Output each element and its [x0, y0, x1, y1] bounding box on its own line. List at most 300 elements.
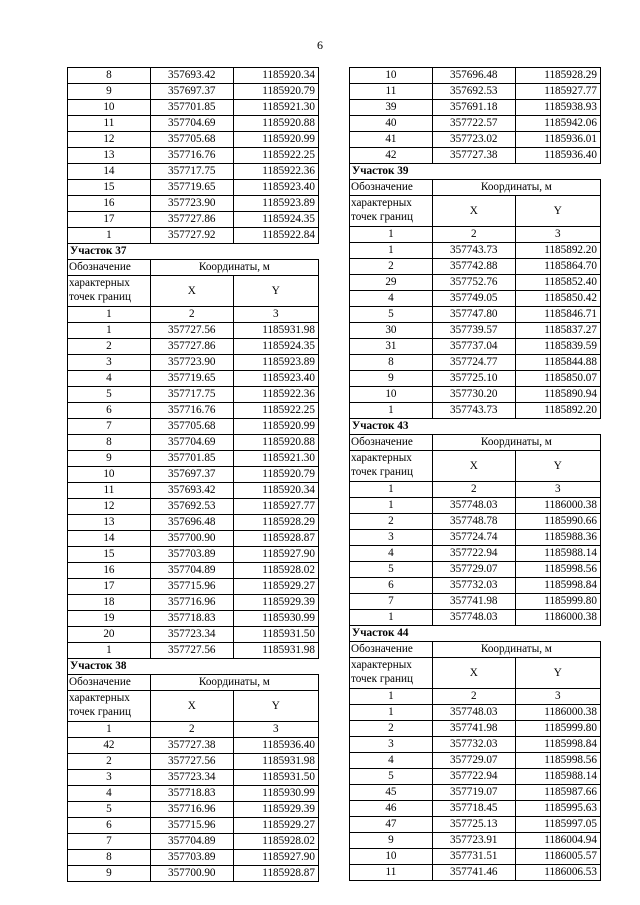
point-number: 9: [68, 866, 151, 882]
point-number: 10: [350, 68, 433, 84]
x-coordinate: 357737.04: [432, 339, 515, 355]
y-coordinate: 1185928.29: [515, 68, 600, 84]
x-coordinate: 357716.76: [150, 403, 233, 419]
x-coordinate: 357717.75: [150, 164, 233, 180]
point-number: 5: [350, 307, 433, 323]
table-row: [68, 499, 319, 515]
x-coordinate: 357725.13: [432, 817, 515, 833]
designation-header: Обозначение: [350, 642, 433, 658]
y-coordinate: 1185920.99: [233, 419, 318, 435]
table-row: [68, 68, 319, 84]
y-coordinate: 1185929.27: [233, 579, 318, 595]
y-coordinate: 1185923.89: [233, 355, 318, 371]
x-coordinate: 357692.53: [432, 84, 515, 100]
table-row: [350, 148, 601, 164]
x-coordinate: 357718.45: [432, 801, 515, 817]
y-coordinate: 1185924.35: [233, 212, 318, 228]
y-coordinate: 1185923.89: [233, 196, 318, 212]
y-coordinate: 1185931.50: [233, 770, 318, 786]
x-coordinate: 357741.46: [432, 865, 515, 881]
x-coordinate: 357731.51: [432, 849, 515, 865]
x-coordinate: 357717.75: [150, 387, 233, 403]
table-row: [68, 467, 319, 483]
x-coordinate: 357705.68: [150, 132, 233, 148]
column-number: 1: [350, 482, 433, 498]
table-row: [68, 579, 319, 595]
table-row: [350, 833, 601, 849]
table-row: [350, 514, 601, 530]
x-coordinate: 357716.96: [150, 595, 233, 611]
y-coordinate: 1186000.38: [515, 498, 600, 514]
table-row: [350, 68, 601, 84]
point-number: 1: [350, 498, 433, 514]
x-coordinate: 357742.88: [432, 259, 515, 275]
x-header: X: [150, 691, 233, 722]
point-number: 3: [350, 530, 433, 546]
table-row: [350, 132, 601, 148]
y-coordinate: 1185927.90: [233, 547, 318, 563]
point-number: 6: [68, 818, 151, 834]
y-coordinate: 1185999.80: [515, 721, 600, 737]
coordinates-header: Координаты, м: [432, 435, 600, 451]
table-row: [68, 770, 319, 786]
y-coordinate: 1185929.39: [233, 595, 318, 611]
designation-header-cont: [68, 691, 151, 722]
x-coordinate: 357724.74: [432, 530, 515, 546]
header-row: [68, 691, 319, 722]
x-coordinate: 357723.90: [150, 355, 233, 371]
table-row: [68, 547, 319, 563]
y-coordinate: 1185988.14: [515, 546, 600, 562]
y-header: Y: [515, 658, 600, 689]
y-coordinate: 1185924.35: [233, 339, 318, 355]
column-number-row: [350, 689, 601, 705]
table-row: [68, 786, 319, 802]
y-header: Y: [233, 691, 318, 722]
y-coordinate: 1186000.38: [515, 705, 600, 721]
column-number: 2: [150, 307, 233, 323]
table-row: [68, 371, 319, 387]
column-number: 2: [432, 227, 515, 243]
point-number: 2: [68, 754, 151, 770]
x-coordinate: 357700.90: [150, 531, 233, 547]
point-number: 1: [68, 643, 151, 659]
x-coordinate: 357729.07: [432, 562, 515, 578]
table-row: [68, 611, 319, 627]
x-coordinate: 357741.98: [432, 721, 515, 737]
section-title-row: [68, 659, 319, 675]
x-coordinate: 357732.03: [432, 737, 515, 753]
y-coordinate: 1185892.20: [515, 243, 600, 259]
point-number: 1: [68, 323, 151, 339]
point-number: 11: [350, 865, 433, 881]
column-number: 1: [68, 722, 151, 738]
point-number: 3: [68, 355, 151, 371]
table-row: [68, 754, 319, 770]
boundary-points-label: точек границ: [69, 706, 131, 718]
y-coordinate: 1185923.40: [233, 180, 318, 196]
table-row: [350, 116, 601, 132]
x-coordinate: 357722.94: [432, 769, 515, 785]
y-coordinate: 1185864.70: [515, 259, 600, 275]
table-row: [68, 531, 319, 547]
y-coordinate: 1185930.99: [233, 786, 318, 802]
table-row: [68, 738, 319, 754]
table-row: [68, 339, 319, 355]
y-coordinate: 1185922.36: [233, 164, 318, 180]
point-number: 46: [350, 801, 433, 817]
y-coordinate: 1185922.25: [233, 403, 318, 419]
y-coordinate: 1185929.39: [233, 802, 318, 818]
point-number: 41: [350, 132, 433, 148]
table-row: [68, 483, 319, 499]
table-row: [68, 387, 319, 403]
x-coordinate: 357704.69: [150, 116, 233, 132]
table-row: [68, 435, 319, 451]
x-coordinate: 357727.56: [150, 643, 233, 659]
point-number: 12: [68, 499, 151, 515]
x-coordinate: 357729.07: [432, 753, 515, 769]
y-coordinate: 1185998.56: [515, 753, 600, 769]
x-coordinate: 357703.89: [150, 547, 233, 563]
boundary-points-label: точек границ: [351, 211, 413, 223]
table-row: [68, 212, 319, 228]
section-title-row: [68, 244, 319, 260]
y-coordinate: 1185850.42: [515, 291, 600, 307]
table-row: [350, 355, 601, 371]
column-number: 3: [515, 689, 600, 705]
table-row: [68, 563, 319, 579]
y-coordinate: 1185928.87: [233, 531, 318, 547]
point-number: 42: [350, 148, 433, 164]
y-header: Y: [515, 451, 600, 482]
table-row: [350, 100, 601, 116]
x-coordinate: 357697.37: [150, 467, 233, 483]
point-number: 11: [350, 84, 433, 100]
table-row: [350, 275, 601, 291]
y-coordinate: 1185930.99: [233, 611, 318, 627]
point-number: 1: [350, 610, 433, 626]
table-row: [350, 817, 601, 833]
point-number: 15: [68, 547, 151, 563]
table-row: [68, 116, 319, 132]
header-row: [350, 196, 601, 227]
point-number: 1: [350, 403, 433, 419]
x-coordinate: 357715.96: [150, 579, 233, 595]
x-coordinate: 357691.18: [432, 100, 515, 116]
coordinates-table: [67, 67, 319, 882]
table-row: [350, 769, 601, 785]
point-number: 16: [68, 563, 151, 579]
column-number-row: [68, 722, 319, 738]
x-coordinate: 357727.38: [150, 738, 233, 754]
point-number: 2: [350, 721, 433, 737]
y-header: Y: [515, 196, 600, 227]
y-coordinate: 1185938.93: [515, 100, 600, 116]
x-coordinate: 357692.53: [150, 499, 233, 515]
table-row: [68, 643, 319, 659]
point-number: 13: [68, 515, 151, 531]
table-row: [350, 562, 601, 578]
table-row: [68, 818, 319, 834]
y-coordinate: 1185892.20: [515, 403, 600, 419]
point-number: 4: [350, 291, 433, 307]
y-coordinate: 1185929.27: [233, 818, 318, 834]
point-number: 4: [350, 546, 433, 562]
y-coordinate: 1185927.90: [233, 850, 318, 866]
header-row: [350, 451, 601, 482]
table-row: [350, 323, 601, 339]
column-number: 1: [68, 307, 151, 323]
x-coordinate: 357718.83: [150, 786, 233, 802]
table-row: [350, 753, 601, 769]
point-number: 4: [350, 753, 433, 769]
x-coordinate: 357697.37: [150, 84, 233, 100]
x-coordinate: 357748.78: [432, 514, 515, 530]
header-row: [68, 276, 319, 307]
y-coordinate: 1185846.71: [515, 307, 600, 323]
left-coordinates-column: [67, 67, 319, 882]
characteristic-label: характерных: [351, 197, 412, 209]
x-coordinate: 357725.10: [432, 371, 515, 387]
table-row: [68, 132, 319, 148]
y-coordinate: 1185927.77: [233, 499, 318, 515]
point-number: 39: [350, 100, 433, 116]
x-coordinate: 357727.86: [150, 339, 233, 355]
table-row: [350, 530, 601, 546]
y-coordinate: 1185920.99: [233, 132, 318, 148]
y-coordinate: 1186000.38: [515, 610, 600, 626]
x-coordinate: 357719.65: [150, 371, 233, 387]
section-title: Участок 38: [68, 659, 319, 675]
y-coordinate: 1185928.02: [233, 563, 318, 579]
x-coordinate: 357743.73: [432, 243, 515, 259]
point-number: 18: [68, 595, 151, 611]
y-coordinate: 1185890.94: [515, 387, 600, 403]
designation-header: Обозначение: [350, 435, 433, 451]
table-row: [68, 180, 319, 196]
point-number: 30: [350, 323, 433, 339]
point-number: 8: [350, 355, 433, 371]
table-row: [350, 610, 601, 626]
point-number: 1: [68, 228, 151, 244]
x-coordinate: 357752.76: [432, 275, 515, 291]
y-coordinate: 1185920.88: [233, 435, 318, 451]
y-coordinate: 1185920.34: [233, 68, 318, 84]
y-coordinate: 1185997.05: [515, 817, 600, 833]
x-coordinate: 357696.48: [432, 68, 515, 84]
x-coordinate: 357722.57: [432, 116, 515, 132]
x-coordinate: 357723.90: [150, 196, 233, 212]
characteristic-label: характерных: [69, 692, 130, 704]
point-number: 8: [68, 850, 151, 866]
point-number: 42: [68, 738, 151, 754]
point-number: 16: [68, 196, 151, 212]
column-number: 3: [515, 482, 600, 498]
y-coordinate: 1185928.02: [233, 834, 318, 850]
column-number: 2: [150, 722, 233, 738]
x-coordinate: 357703.89: [150, 850, 233, 866]
y-coordinate: 1185990.66: [515, 514, 600, 530]
x-coordinate: 357730.20: [432, 387, 515, 403]
x-coordinate: 357732.03: [432, 578, 515, 594]
y-coordinate: 1185920.34: [233, 483, 318, 499]
point-number: 8: [68, 435, 151, 451]
point-number: 5: [68, 387, 151, 403]
point-number: 15: [68, 180, 151, 196]
column-number-row: [350, 227, 601, 243]
x-coordinate: 357693.42: [150, 483, 233, 499]
point-number: 4: [68, 786, 151, 802]
column-number: 2: [432, 482, 515, 498]
x-coordinate: 357701.85: [150, 451, 233, 467]
y-coordinate: 1185844.88: [515, 355, 600, 371]
x-coordinate: 357700.90: [150, 866, 233, 882]
table-row: [68, 802, 319, 818]
table-row: [68, 627, 319, 643]
y-coordinate: 1186006.53: [515, 865, 600, 881]
table-row: [68, 100, 319, 116]
x-coordinate: 357727.38: [432, 148, 515, 164]
point-number: 14: [68, 531, 151, 547]
header-row: [350, 180, 601, 196]
column-number: 3: [233, 722, 318, 738]
x-coordinate: 357747.80: [432, 307, 515, 323]
x-coordinate: 357743.73: [432, 403, 515, 419]
y-coordinate: 1185928.87: [233, 866, 318, 882]
table-row: [350, 721, 601, 737]
y-coordinate: 1185837.27: [515, 323, 600, 339]
table-row: [350, 84, 601, 100]
table-row: [68, 595, 319, 611]
table-row: [68, 164, 319, 180]
point-number: 11: [68, 483, 151, 499]
point-number: 7: [68, 834, 151, 850]
right-coordinates-column: [349, 67, 601, 881]
y-coordinate: 1186004.94: [515, 833, 600, 849]
boundary-points-label: точек границ: [351, 466, 413, 478]
table-row: [350, 371, 601, 387]
designation-header-cont: [350, 451, 433, 482]
designation-header-cont: [68, 276, 151, 307]
characteristic-label: характерных: [69, 277, 130, 289]
x-coordinate: 357739.57: [432, 323, 515, 339]
table-row: [350, 403, 601, 419]
y-coordinate: 1185931.98: [233, 643, 318, 659]
table-row: [350, 339, 601, 355]
designation-header: Обозначение: [350, 180, 433, 196]
x-coordinate: 357696.48: [150, 515, 233, 531]
y-coordinate: 1185988.36: [515, 530, 600, 546]
point-number: 19: [68, 611, 151, 627]
y-coordinate: 1185936.40: [233, 738, 318, 754]
y-coordinate: 1185936.40: [515, 148, 600, 164]
table-row: [350, 578, 601, 594]
section-title-row: [350, 626, 601, 642]
point-number: 1: [350, 705, 433, 721]
y-header: Y: [233, 276, 318, 307]
table-row: [68, 84, 319, 100]
x-coordinate: 357705.68: [150, 419, 233, 435]
y-coordinate: 1185931.98: [233, 754, 318, 770]
y-coordinate: 1185998.84: [515, 578, 600, 594]
column-number: 2: [432, 689, 515, 705]
y-coordinate: 1185922.84: [233, 228, 318, 244]
section-title: Участок 37: [68, 244, 319, 260]
x-coordinate: 357727.92: [150, 228, 233, 244]
point-number: 13: [68, 148, 151, 164]
designation-header: Обозначение: [68, 675, 151, 691]
coordinates-header: Координаты, м: [150, 260, 318, 276]
column-number-row: [68, 307, 319, 323]
coordinates-header: Координаты, м: [150, 675, 318, 691]
y-coordinate: 1185936.01: [515, 132, 600, 148]
y-coordinate: 1185988.14: [515, 769, 600, 785]
point-number: 10: [68, 100, 151, 116]
x-coordinate: 357718.83: [150, 611, 233, 627]
table-row: [68, 866, 319, 882]
section-title: Участок 39: [350, 164, 601, 180]
designation-header: Обозначение: [68, 260, 151, 276]
y-coordinate: 1185920.79: [233, 84, 318, 100]
point-number: 10: [350, 849, 433, 865]
y-coordinate: 1185922.36: [233, 387, 318, 403]
x-coordinate: 357741.98: [432, 594, 515, 610]
point-number: 6: [68, 403, 151, 419]
y-coordinate: 1185920.79: [233, 467, 318, 483]
y-coordinate: 1185927.77: [515, 84, 600, 100]
point-number: 29: [350, 275, 433, 291]
table-row: [68, 355, 319, 371]
column-number: 1: [350, 227, 433, 243]
point-number: 5: [68, 802, 151, 818]
y-coordinate: 1185923.40: [233, 371, 318, 387]
section-title-row: [350, 164, 601, 180]
y-coordinate: 1185995.63: [515, 801, 600, 817]
point-number: 10: [350, 387, 433, 403]
point-number: 47: [350, 817, 433, 833]
x-coordinate: 357724.77: [432, 355, 515, 371]
page-number: 6: [317, 38, 323, 52]
table-row: [350, 387, 601, 403]
table-row: [68, 419, 319, 435]
table-row: [350, 498, 601, 514]
x-coordinate: 357723.34: [150, 770, 233, 786]
x-coordinate: 357723.91: [432, 833, 515, 849]
designation-header-cont: [350, 658, 433, 689]
x-coordinate: 357719.65: [150, 180, 233, 196]
x-coordinate: 357748.03: [432, 610, 515, 626]
header-row: [350, 642, 601, 658]
table-row: [350, 705, 601, 721]
table-row: [350, 865, 601, 881]
x-coordinate: 357715.96: [150, 818, 233, 834]
x-coordinate: 357704.89: [150, 563, 233, 579]
point-number: 9: [350, 371, 433, 387]
designation-header-cont: [350, 196, 433, 227]
point-number: 2: [350, 259, 433, 275]
table-row: [350, 785, 601, 801]
table-row: [350, 849, 601, 865]
coordinates-header: Координаты, м: [432, 180, 600, 196]
characteristic-label: характерных: [351, 659, 412, 671]
x-coordinate: 357704.69: [150, 435, 233, 451]
y-coordinate: 1185942.06: [515, 116, 600, 132]
point-number: 31: [350, 339, 433, 355]
boundary-points-label: точек границ: [69, 291, 131, 303]
y-coordinate: 1185850.07: [515, 371, 600, 387]
y-coordinate: 1185931.98: [233, 323, 318, 339]
